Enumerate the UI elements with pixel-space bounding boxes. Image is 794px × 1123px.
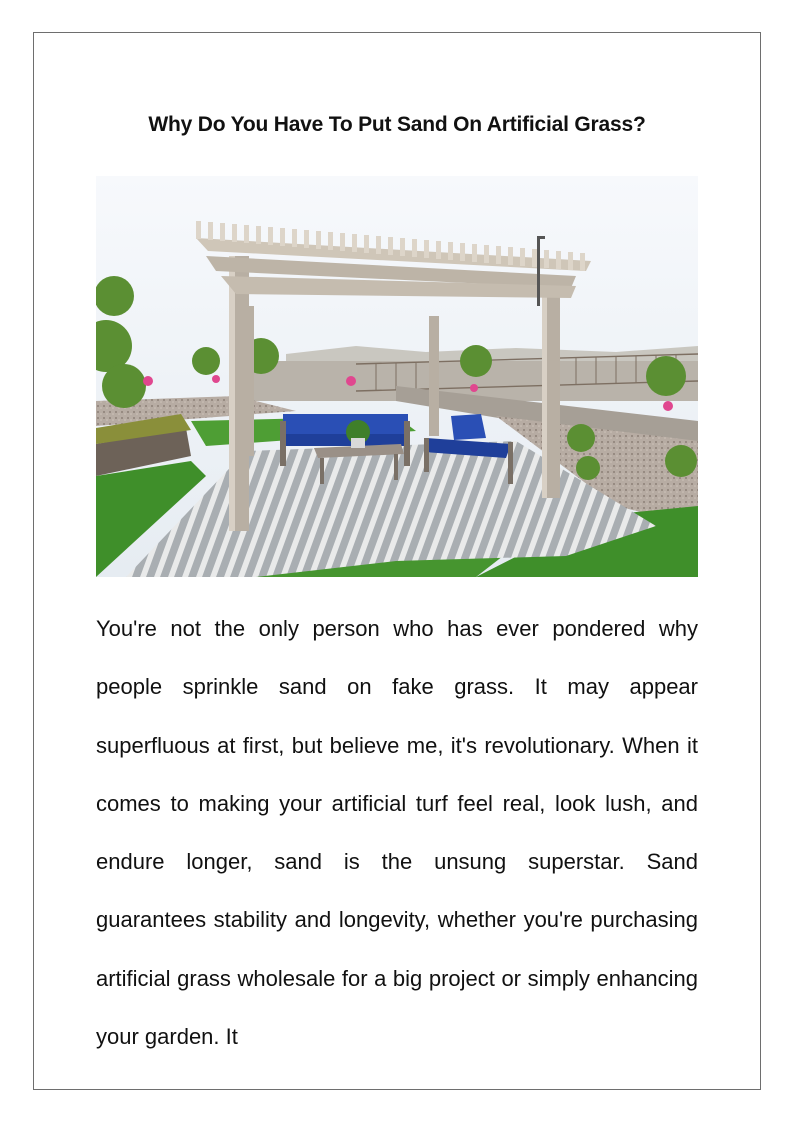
document-title: Why Do You Have To Put Sand On Artificial Grass? <box>148 113 646 137</box>
paragraph-text: You're not the only person who has ever pondered why people sprinkle sand on fake grass. It may appear superfluous at first, but believe me, it's revolutionary. When it comes to making your artificial turf feel real, look lush, and endure longer, sand is the unsung superstar. Sand guarantees stability and longevity, whether you're purchasing artificial grass wholesale for a big project or simply enhancing your garden. It <box>96 616 698 1050</box>
pergola-photo <box>96 176 698 577</box>
body-paragraph <box>96 600 698 1066</box>
